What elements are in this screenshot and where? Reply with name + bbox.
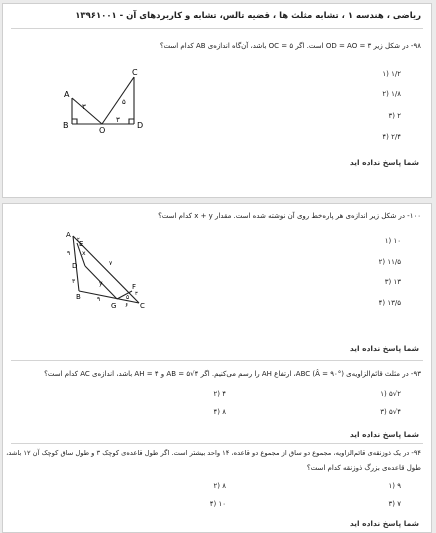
question-card-2 [2, 203, 432, 533]
no-answer-label-98: شما پاسخ نداده اید [349, 158, 419, 167]
svg-text:۹: ۹ [67, 250, 71, 257]
svg-text:۷: ۷ [109, 260, 113, 267]
question-text-93: ۹۳- در مثلث قائم‌الزاویه‌ی ABC (Â = ۹۰°)، ارتفاع AH را رسم می‌کنیم. اگر ۴√۵ = AB و ۴ = AH باشد، اندازه‌ی AC کدام است؟ [44, 370, 421, 378]
question-text-94: ۹۴- در یک ذوزنقه‌ی قائم‌الزاویه، مجموع دو ساق از مجموع دو قاعده، ۱۴ واحد بیشتر است. اگر طول قاعده‌ی کوچک ۳ و طول ساق کوچک آن ۱۲ باشد، [6, 449, 421, 457]
label-AO: ۳ [82, 103, 86, 111]
divider [11, 443, 423, 444]
svg-text:۹: ۹ [97, 296, 101, 303]
label-C: C [132, 68, 138, 77]
svg-text:۶: ۶ [125, 302, 129, 309]
label-A: A [64, 90, 70, 99]
svg-text:x: x [82, 250, 86, 257]
option-94-3[interactable]: ۷ (۳ [388, 500, 401, 508]
option-100-3[interactable]: ۱۳ (۳ [384, 278, 401, 286]
label-B: B [63, 121, 69, 130]
divider [11, 360, 423, 361]
label-OD: ۳ [116, 116, 120, 124]
label-G: G [111, 302, 117, 310]
option-98-3[interactable]: ۲ (۳ [388, 112, 401, 120]
option-100-1[interactable]: ۱۰ (۱ [384, 237, 401, 245]
svg-text:y: y [99, 280, 103, 287]
option-98-1[interactable]: ۱/۲ (۱ [382, 70, 401, 78]
svg-text:۳: ۳ [72, 278, 76, 285]
figure-100 [53, 228, 163, 310]
divider [11, 28, 423, 29]
no-answer-label-100: شما پاسخ نداده اید [349, 344, 419, 353]
option-100-2[interactable]: ۱۱/۵ (۲ [378, 258, 401, 266]
option-94-4[interactable]: ۱۰ (۴ [209, 500, 226, 508]
svg-text:۲: ۲ [77, 237, 80, 243]
label-F: F [132, 283, 137, 291]
label-C: C [140, 302, 145, 310]
label-D: D [72, 262, 78, 270]
label-O: O [99, 126, 106, 134]
label-E: E [79, 240, 84, 248]
label-D: D [137, 121, 144, 130]
option-93-4[interactable]: ۸ (۴ [213, 408, 226, 416]
no-answer-label-93: شما پاسخ نداده اید [349, 430, 419, 439]
svg-text:۵: ۵ [126, 294, 130, 301]
option-93-3[interactable]: ۴√۵ (۳ [380, 408, 401, 416]
label-B: B [76, 293, 81, 301]
option-100-4[interactable]: ۱۳/۵ (۴ [378, 299, 401, 307]
option-93-2[interactable]: ۴ (۲ [213, 390, 226, 398]
option-93-1[interactable]: ۲√۵ (۱ [380, 390, 401, 398]
option-98-4[interactable]: ۲/۴ (۴ [382, 133, 401, 141]
label-OC: ۵ [122, 98, 126, 106]
question-text-94-line2: طول قاعده‌ی بزرگ ذوزنقه کدام است؟ [306, 464, 421, 472]
page-title: ریاضی ، هندسه ۱ ، تشابه مثلث ها ، قضیه تالس، تشابه و کاربردهای آن - ۱۳۹۶۱۰۰۱ [75, 11, 421, 21]
option-98-2[interactable]: ۱/۸ (۲ [382, 90, 401, 98]
svg-text:۳: ۳ [135, 291, 138, 297]
question-text-100: ۱۰۰- در شکل زیر اندازه‌ی هر پاره‌خط روی آن نوشته شده است. مقدار x + y کدام است؟ [158, 212, 421, 220]
question-text-98: ۹۸- در شکل زیر ۳ = OD = AO است. اگر ۵ = OC باشد، آن‌گاه اندازه‌ی AB کدام است؟ [159, 42, 421, 50]
option-94-2[interactable]: ۸ (۲ [213, 482, 226, 490]
figure-98 [53, 64, 153, 134]
no-answer-label-94: شما پاسخ نداده اید [349, 519, 419, 528]
question-card-1 [2, 3, 432, 198]
option-94-1[interactable]: ۹ (۱ [388, 482, 401, 490]
label-A: A [66, 231, 71, 239]
